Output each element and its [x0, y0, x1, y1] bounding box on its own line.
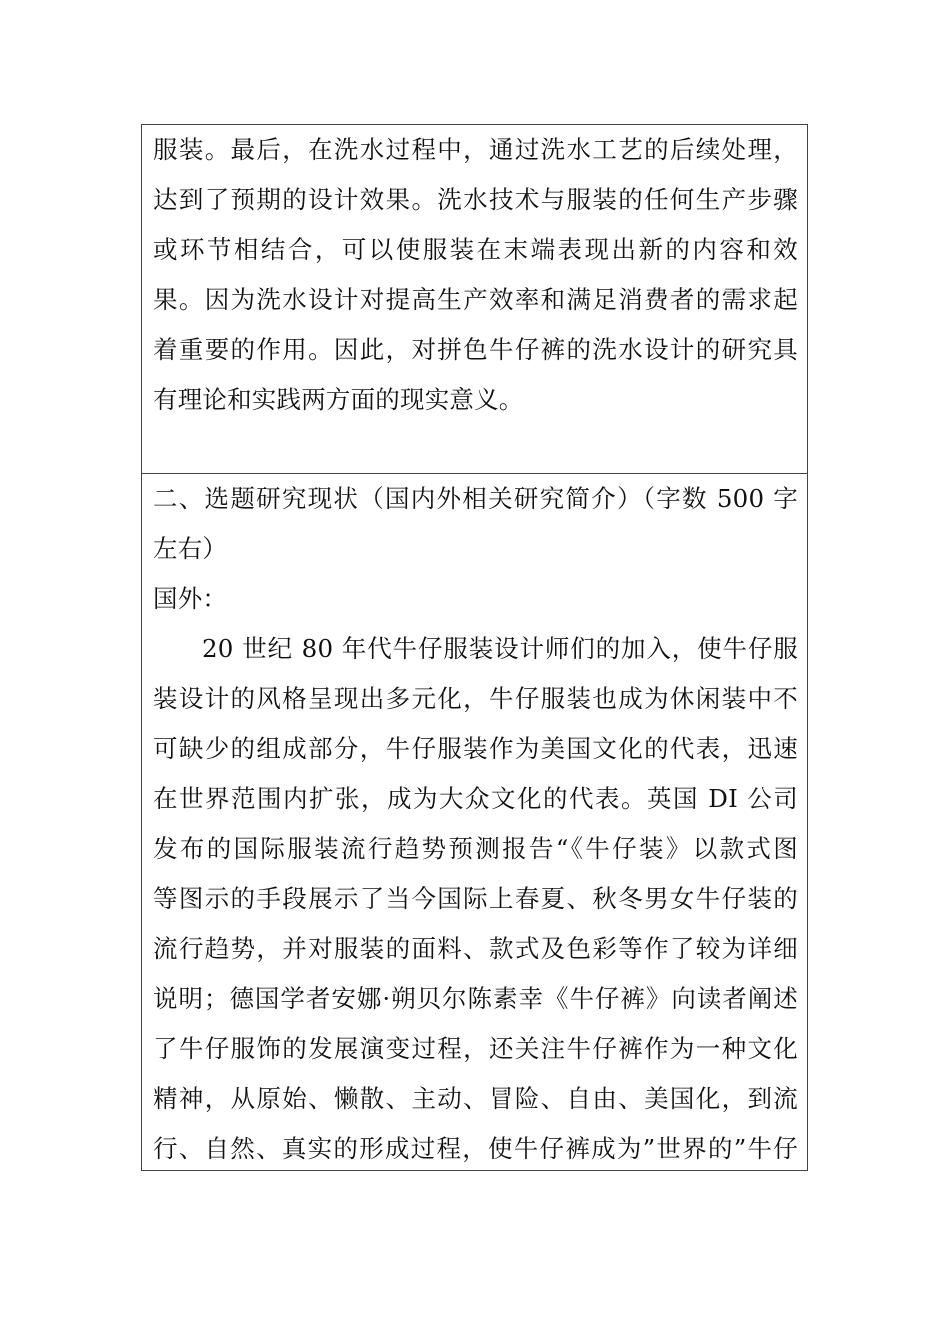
paragraph-line: 等图示的手段展示了当今国际上春夏、秋冬男女牛仔装的 [153, 884, 798, 913]
paragraph-line: 在世界范围内扩张，成为大众文化的代表。英国 DI 公司 [153, 784, 798, 813]
text-line: 服装。最后，在洗水过程中，通过洗水工艺的后续处理， [153, 135, 798, 164]
paragraph-line: 可缺少的组成部分，牛仔服装作为美国文化的代表，迅速 [153, 734, 798, 763]
paragraph-first-line: 20 世纪 80 年代牛仔服装设计师们的加入，使牛仔服 [202, 634, 798, 663]
text-line: 着重要的作用。因此，对拼色牛仔裤的洗水设计的研究具 [153, 335, 798, 364]
section-heading-continued: 左右） [153, 534, 228, 563]
subheading-foreign: 国外： [153, 584, 228, 613]
paragraph-line: 流行趋势，并对服装的面料、款式及色彩等作了较为详细 [153, 934, 798, 963]
paragraph-line: 装设计的风格呈现出多元化，牛仔服装也成为休闲装中不 [153, 684, 798, 713]
proposal-table [141, 124, 808, 1171]
text-line: 果。因为洗水设计对提高生产效率和满足消费者的需求起 [153, 285, 798, 314]
text-line: 达到了预期的设计效果。洗水技术与服装的任何生产步骤 [153, 185, 798, 214]
paragraph-line: 发布的国际服装流行趋势预测报告“《牛仔装》以款式图 [153, 834, 798, 863]
paragraph-line: 了牛仔服饰的发展演变过程，还关注牛仔裤作为一种文化 [153, 1034, 798, 1063]
paragraph-line: 行、自然、真实的形成过程，使牛仔裤成为”世界的”牛仔 [153, 1134, 798, 1163]
text-line: 有理论和实践两方面的现实意义。 [153, 385, 524, 414]
paragraph-line: 精神，从原始、懒散、主动、冒险、自由、美国化，到流 [153, 1084, 798, 1113]
research-status-cell [142, 474, 807, 1170]
significance-cell [142, 125, 807, 474]
paragraph-line: 说明；德国学者安娜·朔贝尔陈素幸《牛仔裤》向读者阐述 [153, 984, 798, 1013]
text-line: 或环节相结合，可以使服装在末端表现出新的内容和效 [153, 235, 798, 264]
section-heading: 二、选题研究现状（国内外相关研究简介）（字数 500 字 [153, 484, 798, 513]
